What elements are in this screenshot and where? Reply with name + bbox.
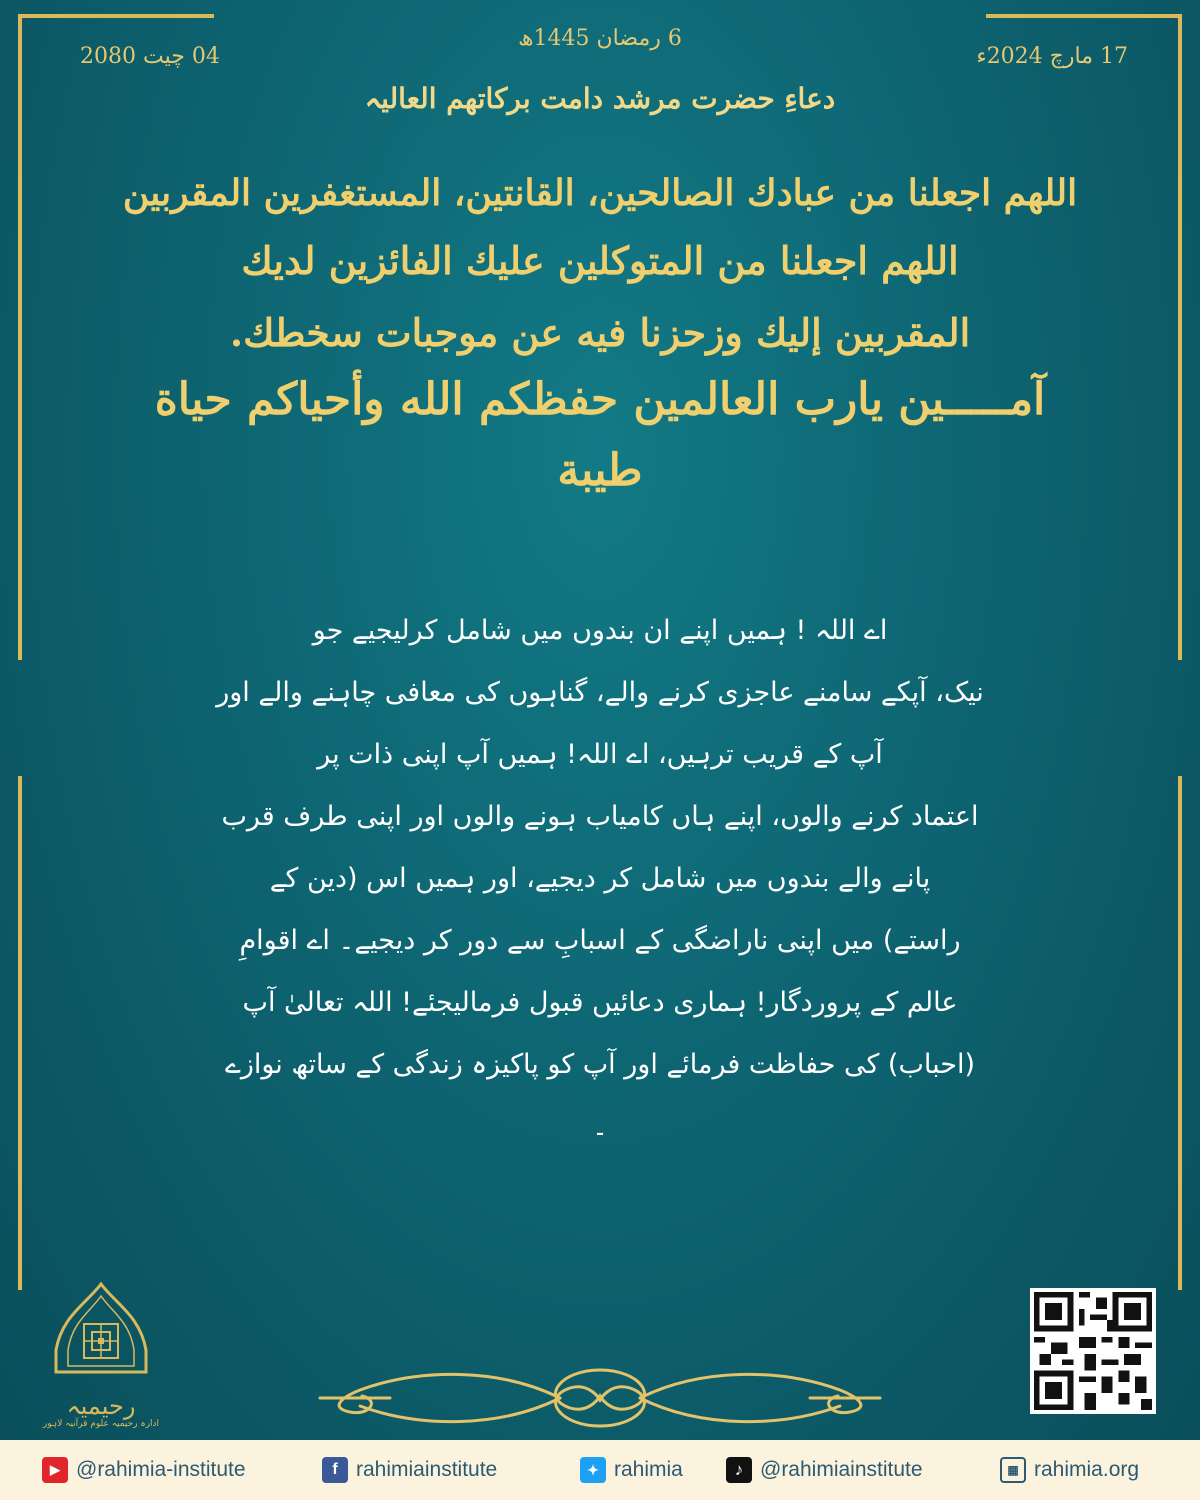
gregorian-date: 17 مارچ 2024ء [976,44,1128,69]
website-url: rahimia.org [1034,1458,1140,1481]
bikrami-date: 04 چیت 2080 [80,44,220,69]
tiktok-link[interactable] [726,1453,923,1487]
facebook-link[interactable] [322,1453,497,1487]
urdu-line: نیک، آپکے سامنے عاجزی کرنے والے، گناہوں کی معافی چاہنے والے اور [216,677,984,708]
urdu-line: راستے) میں اپنی ناراضگی کے اسبابِ سے دور کر دیجیے۔ اے اقوامِ [239,925,961,956]
arabic-line: المقربين إليك وزحزنا فيه عن موجبات سخطك. [229,310,971,356]
qr-code[interactable] [1030,1288,1156,1414]
youtube-handle: @rahimia-institute [76,1458,246,1481]
arabic-line: طيبة [557,445,643,497]
urdu-line: اے اللہ ! ہمیں اپنے ان بندوں میں شامل کرلیجیے جو [312,615,888,646]
twitter-link[interactable] [580,1453,683,1487]
dome-emblem-icon [36,1280,166,1390]
frame-right-lower [1178,776,1182,1290]
arabic-dua [80,172,1120,498]
facebook-icon: f [322,1457,348,1483]
tiktok-handle: @rahimiainstitute [760,1458,923,1481]
urdu-line: آپ کے قریب ترہیں، اے اللہ! ہمیں آپ اپنی ذات پر [317,739,883,770]
arabic-line: آمـــــين يارب العالمين حفظكم الله وأحياكم حياة [154,373,1046,425]
youtube-icon: ▶ [42,1457,68,1483]
facebook-handle: rahimiainstitute [356,1458,498,1481]
page-title: دعاءِ حضرت مرشد دامت برکاتھم العالیہ [364,82,836,115]
qr-code-icon [1034,1292,1152,1410]
hijri-date: 6 رمضان 1445ھ [518,26,682,51]
website-link[interactable] [1000,1453,1139,1487]
logo-name: رحیمیہ [66,1392,136,1420]
tiktok-icon: ♪ [726,1457,752,1483]
urdu-line: (احباب) کی حفاظت فرمائے اور آپ کو پاکیزہ زندگی کے ساتھ نوازے [225,1049,975,1080]
arabic-line: اللهم اجعلنا من المتوكلين عليك الفائزين لديك [241,237,959,283]
urdu-line: اعتماد کرنے والوں، اپنے ہاں کامیاب ہونے والوں اور اپنی طرف قرب [221,801,979,832]
logo-subtitle: ادارہ رحیمیہ علوم قرآنیہ لاہور [42,1419,160,1429]
twitter-handle: rahimia [614,1458,683,1481]
youtube-link[interactable] [42,1453,246,1487]
website-qr-icon: ▦ [1000,1457,1026,1483]
frame-top-right [986,14,1182,18]
urdu-line: عالم کے پروردگار! ہماری دعائیں قبول فرمالیجئے! اللہ تعالیٰ آپ [242,987,958,1018]
frame-left-lower [18,776,22,1290]
rahimia-logo [36,1280,166,1430]
ornament-flourish [300,1360,900,1436]
urdu-translation [160,600,1040,1158]
urdu-line: پانے والے بندوں میں شامل کر دیجیے، اور ہمیں اس (دین کے [269,863,931,894]
urdu-line: ۔ [592,1111,608,1142]
twitter-icon: ✦ [580,1457,606,1483]
social-footer [0,1440,1200,1500]
frame-top-left [18,14,214,18]
arabic-line: اللهم اجعلنا من عبادك الصالحين، القانتين، المستغفرين المقربين [122,172,1078,214]
